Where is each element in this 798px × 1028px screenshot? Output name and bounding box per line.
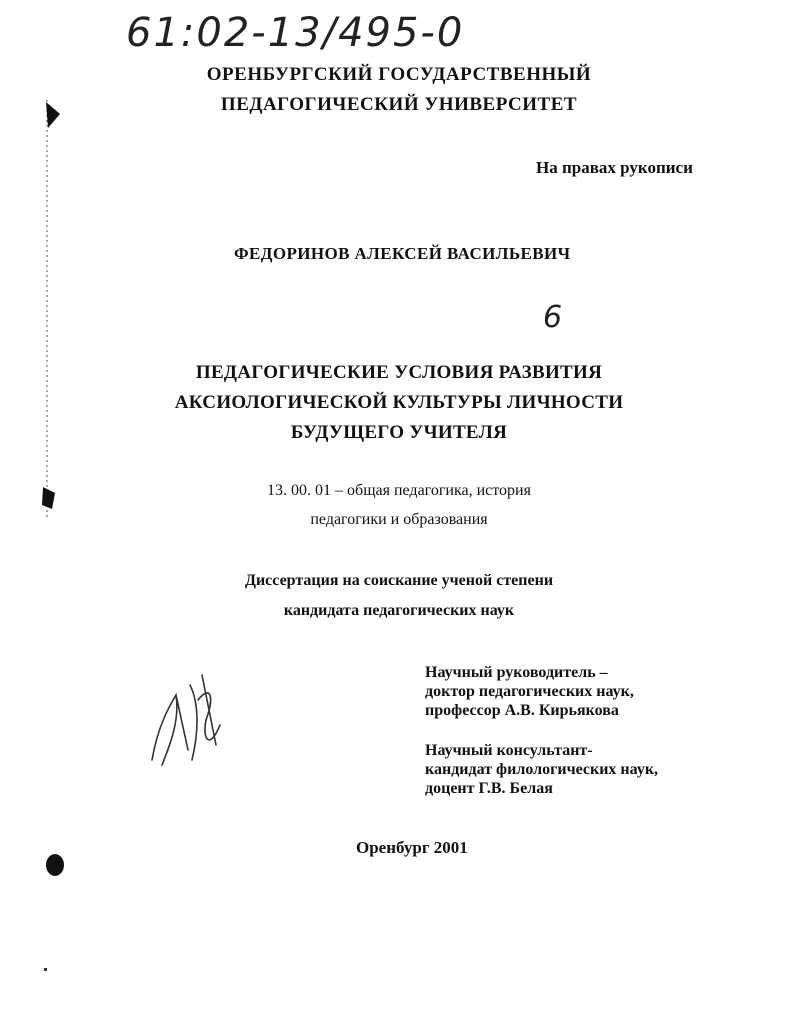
title-line-1: ПЕДАГОГИЧЕСКИЕ УСЛОВИЯ РАЗВИТИЯ xyxy=(195,362,603,383)
rights-note: На правах рукописи xyxy=(536,158,693,177)
archive-number: 61:02-13/495-0 xyxy=(126,10,465,56)
specialty-line-1: 13. 00. 01 – общая педагогика, история xyxy=(267,482,531,499)
supervisor-block xyxy=(425,663,634,720)
city-year: Оренбург 2001 xyxy=(356,838,468,857)
supervisor-line-2: доктор педагогических наук, xyxy=(425,683,634,700)
supervisor-line-3: профессор А.В. Кирьякова xyxy=(425,702,619,719)
degree-line-2: кандидата педагогических наук xyxy=(283,602,515,619)
author-name: ФЕДОРИНОВ АЛЕКСЕЙ ВАСИЛЬЕВИЧ xyxy=(234,244,571,263)
title-line-2: АКСИОЛОГИЧЕСКОЙ КУЛЬТУРЫ ЛИЧНОСТИ xyxy=(174,392,624,413)
consultant-block xyxy=(425,741,658,798)
consultant-line-1: Научный консультант- xyxy=(425,742,593,759)
scan-mark-bottom xyxy=(44,852,66,878)
page-mark: 6 xyxy=(543,300,565,335)
binding-edge-line xyxy=(44,100,50,520)
consultant-line-2: кандидат филологических наук, xyxy=(425,761,659,778)
title-line-3: БУДУЩЕГО УЧИТЕЛЯ xyxy=(290,422,508,443)
consultant-line-3: доцент Г.В. Белая xyxy=(425,780,553,797)
institution-line-2: ПЕДАГОГИЧЕСКИЙ УНИВЕРСИТЕТ xyxy=(220,94,578,115)
supervisor-line-1: Научный руководитель – xyxy=(425,664,608,681)
scan-speck xyxy=(44,968,47,971)
signature-stamp xyxy=(140,665,230,775)
specialty-line-2: педагогики и образования xyxy=(310,511,488,528)
degree-line-1: Диссертация на соискание ученой степени xyxy=(244,572,554,589)
institution-line-1: ОРЕНБУРГСКИЙ ГОСУДАРСТВЕННЫЙ xyxy=(206,64,592,85)
